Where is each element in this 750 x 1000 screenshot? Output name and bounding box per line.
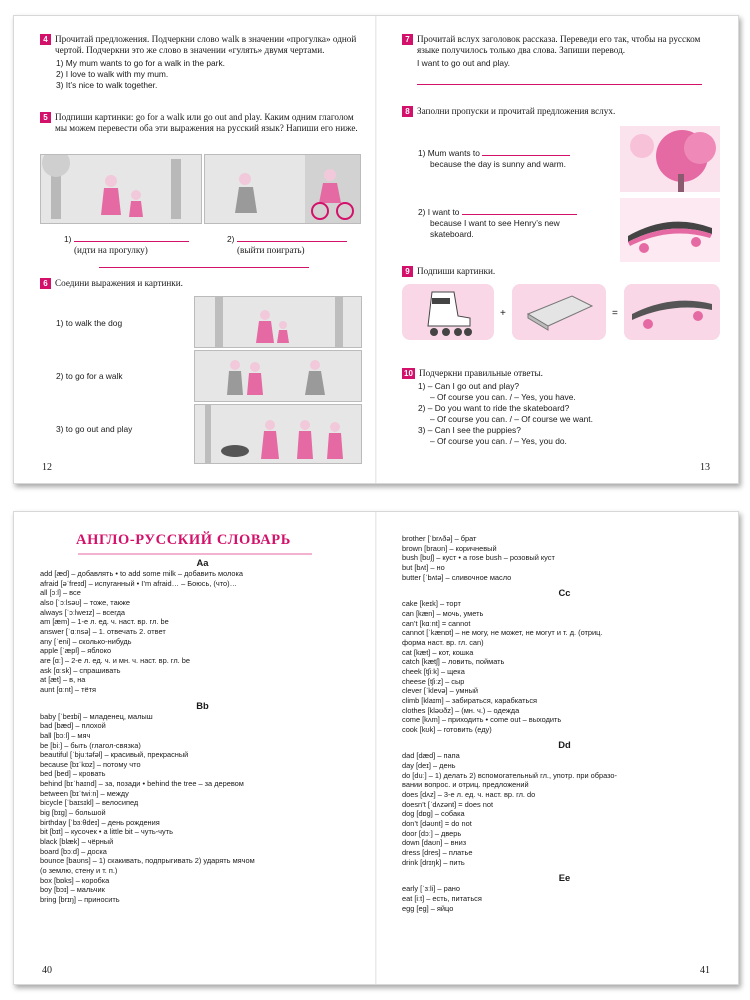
task-4 xyxy=(40,34,360,91)
question: 2) – Do you want to ride the skateboard? xyxy=(418,403,570,413)
dictionary-entry: cheek [tʃiːk] – щека xyxy=(402,666,465,676)
task-5 xyxy=(40,112,360,134)
matching-item[interactable]: 3) to go out and play xyxy=(56,424,133,434)
dictionary-entry: cannot [ˈkænɒt] – не могу, не может, не могут и т. д. (отриц. xyxy=(402,628,603,638)
task-7 xyxy=(402,34,720,88)
answer-line-2[interactable] xyxy=(237,232,347,242)
dictionary-entry: dress [dres] – платье xyxy=(402,848,473,858)
dictionary-entry: early [ˈɜːli] – рано xyxy=(402,884,460,894)
dictionary-entry: (о землю, стену и т. п.) xyxy=(40,866,118,876)
page-41 xyxy=(376,512,738,984)
task-instruction: Прочитай вслух заголовок рассказа. Переведи его так, чтобы на русском языке получилось только два слова. Запиши перевод. xyxy=(417,34,701,55)
dictionary-entry: dad [dæd] – папа xyxy=(402,751,460,761)
task-9 xyxy=(402,266,720,277)
entries-dd xyxy=(402,751,727,867)
skateboard-result-picture xyxy=(624,284,720,340)
dictionary-entry: cook [kʊk] – готовить (еду) xyxy=(402,724,492,734)
dictionary-entry: butter [ˈbʌtə] – сливочное масло xyxy=(402,572,512,582)
dictionary-entry: don’t [dəʊnt] = do not xyxy=(402,819,472,829)
task-instruction: Подпиши картинки. xyxy=(417,266,496,276)
workbook-spread-12-13 xyxy=(13,15,739,484)
park-walk-picture xyxy=(195,297,361,347)
sentence-end: because I want to see Henry’s new xyxy=(430,218,560,228)
task-number: 4 xyxy=(40,34,51,45)
page-13 xyxy=(376,16,738,483)
translation-line[interactable] xyxy=(99,267,309,268)
picture-kids-playing[interactable] xyxy=(194,350,362,402)
fill-sentence-2 xyxy=(418,205,628,240)
picture-walk-the-dog[interactable] xyxy=(194,404,362,464)
title-underline xyxy=(78,553,312,555)
matching-item[interactable]: 1) to walk the dog xyxy=(56,318,123,328)
dictionary-entry: down [daʊn] – вниз xyxy=(402,838,467,848)
blossom-tree-icon xyxy=(620,126,720,192)
dictionary-entry: board [bɔːd] – доска xyxy=(40,846,107,856)
dictionary-entry: bad [bæd] – плохой xyxy=(40,721,106,731)
matching-item[interactable]: 2) to go for a walk xyxy=(56,371,123,381)
roller-skate-icon xyxy=(402,284,494,340)
task-number: 5 xyxy=(40,112,51,123)
dictionary-entry: between [bɪˈtwiːn] – между xyxy=(40,788,129,798)
board-picture xyxy=(512,284,606,340)
blank-line[interactable] xyxy=(462,205,577,215)
page-40 xyxy=(14,512,376,984)
story-title: I want to go out and play. xyxy=(417,58,510,68)
task-number: 10 xyxy=(402,368,415,379)
entries-ee xyxy=(402,884,727,913)
entries-cc xyxy=(402,599,727,734)
dictionary-entry: day [deɪ] – день xyxy=(402,761,456,771)
dictionary-entry: behind [bɪˈhaɪnd] – за, позади • behind the tree – за деревом xyxy=(40,779,244,789)
dictionary-entry: be [biː] – быть (глагол-связка) xyxy=(40,740,141,750)
dictionary-entry: cat [kæt] – кот, кошка xyxy=(402,647,474,657)
roller-skate-picture xyxy=(402,284,494,340)
task-10 xyxy=(402,368,720,447)
task-number: 8 xyxy=(402,106,413,117)
dictionary-entry: also [ˈɔːlsəʊ] – тоже, также xyxy=(40,597,130,607)
dictionary-entry: clever [ˈklevə] – умный xyxy=(402,686,479,696)
dictionary-entry: clothes [kləʊðz] – (мн. ч.) – одежда xyxy=(402,705,520,715)
question: 3) – Can I see the puppies? xyxy=(418,425,521,435)
dog-walk-picture xyxy=(195,405,361,463)
task-6 xyxy=(40,278,360,289)
dictionary-entry: are [ɑː] – 2-е л. ед. ч. и мн. ч. наст. вр. гл. be xyxy=(40,655,190,665)
translation-line[interactable] xyxy=(417,75,702,85)
skateboard-picture xyxy=(620,198,720,262)
dictionary-entry: aunt [ɑːnt] – тётя xyxy=(40,684,96,694)
picture-walk-in-park[interactable] xyxy=(194,296,362,348)
dictionary-title: АНГЛО-РУССКИЙ СЛОВАРЬ xyxy=(76,532,291,548)
fill-sentence-1 xyxy=(418,146,628,170)
dictionary-entry: black [blæk] – чёрный xyxy=(40,837,114,847)
dictionary-spread-40-41 xyxy=(13,511,739,985)
answer-hint: (выйти поиграть) xyxy=(237,245,305,255)
dictionary-entry: climb [klaɪm] – забираться, карабкаться xyxy=(402,695,538,705)
page-number: 40 xyxy=(42,965,52,976)
dictionary-entry: catch [kætʃ] – ловить, поймать xyxy=(402,657,505,667)
dictionary-entry: come [kʌm] – приходить • come out – выходить xyxy=(402,715,562,725)
dictionary-entry: bit [bɪt] – кусочек • a little bit – чуть-чуть xyxy=(40,827,173,837)
dictionary-entry: because [bɪˈkɒz] – потому что xyxy=(40,759,141,769)
sentence: 3) It’s nice to walk together. xyxy=(56,80,158,90)
dictionary-entry: all [ɔːl] – все xyxy=(40,588,81,598)
dictionary-entry: always [ˈɔːlweɪz] – всегда xyxy=(40,607,126,617)
answer-line-1[interactable] xyxy=(74,232,189,242)
dictionary-entry: egg [eg] – яйцо xyxy=(402,903,454,913)
sentence: 1) My mum wants to go for a walk in the park. xyxy=(56,58,225,68)
dictionary-entry: drink [drɪŋk] – пить xyxy=(402,857,465,867)
dictionary-entry: cake [keɪk] – торт xyxy=(402,599,461,609)
dictionary-entry: baby [ˈbeɪbi] – младенец, малыш xyxy=(40,711,153,721)
page-number: 13 xyxy=(700,462,710,473)
sunny-tree-picture xyxy=(620,126,720,192)
dictionary-entry: doesn’t [ˈdʌzənt] = does not xyxy=(402,799,494,809)
entries-bb-continued xyxy=(402,534,727,582)
dictionary-entry: ball [bɔːl] – мяч xyxy=(40,730,91,740)
answer-options[interactable]: – Of course you can. / – Yes, you have. xyxy=(430,392,576,402)
page-number: 41 xyxy=(700,965,710,976)
equals-sign: = xyxy=(612,308,618,319)
dictionary-entry: beautiful [ˈbjuːtəfəl] – красивый, прекрасный xyxy=(40,750,189,760)
letter-heading-aa: Aa xyxy=(196,557,209,568)
sentence: 2) I love to walk with my mum. xyxy=(56,69,169,79)
task-instruction: Прочитай предложения. Подчеркни слово walk в значении «прогулка» одной чертой. Подчеркни это же слово в значении «гулять» двумя чертами. xyxy=(55,34,357,55)
dictionary-entry: can’t [kɑːnt] = cannot xyxy=(402,618,471,628)
wooden-board-icon xyxy=(512,284,606,340)
letter-heading-ee: Ee xyxy=(558,872,571,884)
letter-heading-bb: Bb xyxy=(196,699,209,711)
dictionary-entry: birthday [ˈbɜːθdeɪ] – день рождения xyxy=(40,817,160,827)
dictionary-entry: вании вопрос. и отриц. предложений xyxy=(402,780,529,790)
dictionary-entry: any [ˈeni] – сколько-нибудь xyxy=(40,636,132,646)
play-outside-drawing xyxy=(205,155,360,223)
dictionary-entry: brother [ˈbrʌðə] – брат xyxy=(402,534,477,543)
answer-options[interactable]: – Of course you can. / – Of course we want. xyxy=(430,414,593,424)
dictionary-entry: does [dʌz] – 3-е л. ед. ч. наст. вр. гл. do xyxy=(402,790,536,800)
dictionary-entry: cheese [tʃiːz] – сыр xyxy=(402,676,465,686)
dictionary-entry: dog [dɒg] – собака xyxy=(402,809,465,819)
dictionary-entry: bush [bʊʃ] – куст • a rose bush – розовый куст xyxy=(402,553,555,563)
task-number: 6 xyxy=(40,278,51,289)
dictionary-entry: bicycle [ˈbaɪsɪkl] – велосипед xyxy=(40,798,139,808)
illustration-go-out-and-play xyxy=(204,154,361,224)
dictionary-entry: can [kæn] – мочь, уметь xyxy=(402,608,484,618)
dictionary-entry: форма наст. вр. гл. can) xyxy=(402,637,484,647)
dictionary-entry: answer [ˈɑːnsə] – 1. отвечать 2. ответ xyxy=(40,626,166,636)
dictionary-entry: apple [ˈæpl] – яблоко xyxy=(40,646,112,656)
dictionary-entry: bring [brɪŋ] – приносить xyxy=(40,895,120,904)
dictionary-entry: brown [braʊn] – коричневый xyxy=(402,543,497,553)
answer-options[interactable]: – Of course you can. / – Yes, you do. xyxy=(430,436,567,446)
page-12 xyxy=(14,16,376,483)
dictionary-entry: boy [bɔɪ] – мальчик xyxy=(40,885,105,895)
task-instruction: Соедини выражения и картинки. xyxy=(55,278,183,288)
dictionary-entry: at [æt] – в, на xyxy=(40,675,86,685)
letter-heading-cc: Cc xyxy=(558,587,571,599)
question: 1) – Can I go out and play? xyxy=(418,381,520,391)
illustration-walk-in-park xyxy=(40,154,202,224)
dictionary-entry: bounce [baʊns] – 1) скакивать, подпрыгивать 2) ударять мячом xyxy=(40,856,255,866)
kids-playing-picture xyxy=(195,351,361,401)
dictionary-entry: door [dɔː] – дверь xyxy=(402,828,462,838)
dictionary-entry: ask [ɑːsk] – спрашивать xyxy=(40,665,121,675)
skateboard-icon xyxy=(620,198,720,262)
answer-number: 1) xyxy=(64,234,72,244)
dictionary-entry: am [æm] – 1-е л. ед. ч. наст. вр. гл. be xyxy=(40,617,169,627)
dictionary-column-right xyxy=(402,534,727,913)
dictionary-entry: afraid [əˈfreɪd] – испуганный • I’m afraid… – Боюсь, (что)… xyxy=(40,578,237,588)
walk-in-park-drawing xyxy=(41,155,201,223)
task-number: 9 xyxy=(402,266,413,277)
entries-bb xyxy=(40,712,365,905)
entries-aa xyxy=(40,569,365,695)
sentence-end: because the day is sunny and warm. xyxy=(430,159,566,169)
dictionary-entry: eat [iːt] – есть, питаться xyxy=(402,894,482,903)
task-number: 7 xyxy=(402,34,413,45)
blank-line[interactable] xyxy=(482,146,570,156)
dictionary-entry: add [æd] – добавлять • to add some milk – добавить молока xyxy=(40,569,244,578)
task-8 xyxy=(402,106,720,117)
dictionary-entry: do [duː] – 1) делать 2) вспомогательный гл., употр. при образо- xyxy=(402,770,617,780)
dictionary-entry: but [bʌt] – но xyxy=(402,562,445,572)
letter-heading-dd: Dd xyxy=(558,739,571,751)
sentence-start: 1) Mum wants to xyxy=(418,148,480,158)
sentence-start: 2) I want to xyxy=(418,207,460,217)
task-instruction: Подпиши картинки: go for a walk или go out and play. Каким одним глаголом мы можем перевести оба эти выражения на русский язык? Напиши его ниже. xyxy=(55,112,358,133)
answer-number: 2) xyxy=(227,234,235,244)
task-instruction: Подчеркни правильные ответы. xyxy=(419,368,543,378)
page-number: 12 xyxy=(42,462,52,473)
dictionary-entry: box [bɒks] – коробка xyxy=(40,875,110,885)
skateboard-result-icon xyxy=(624,284,720,340)
answer-hint: (идти на прогулку) xyxy=(74,245,148,255)
task-instruction: Заполни пропуски и прочитай предложения вслух. xyxy=(417,106,616,116)
sentence-end-2: skateboard. xyxy=(430,229,474,239)
dictionary-entry: bed [bed] – кровать xyxy=(40,769,106,779)
dictionary-entry: big [bɪg] – большой xyxy=(40,808,106,818)
plus-sign: + xyxy=(500,308,506,319)
dictionary-column-left xyxy=(40,556,365,905)
